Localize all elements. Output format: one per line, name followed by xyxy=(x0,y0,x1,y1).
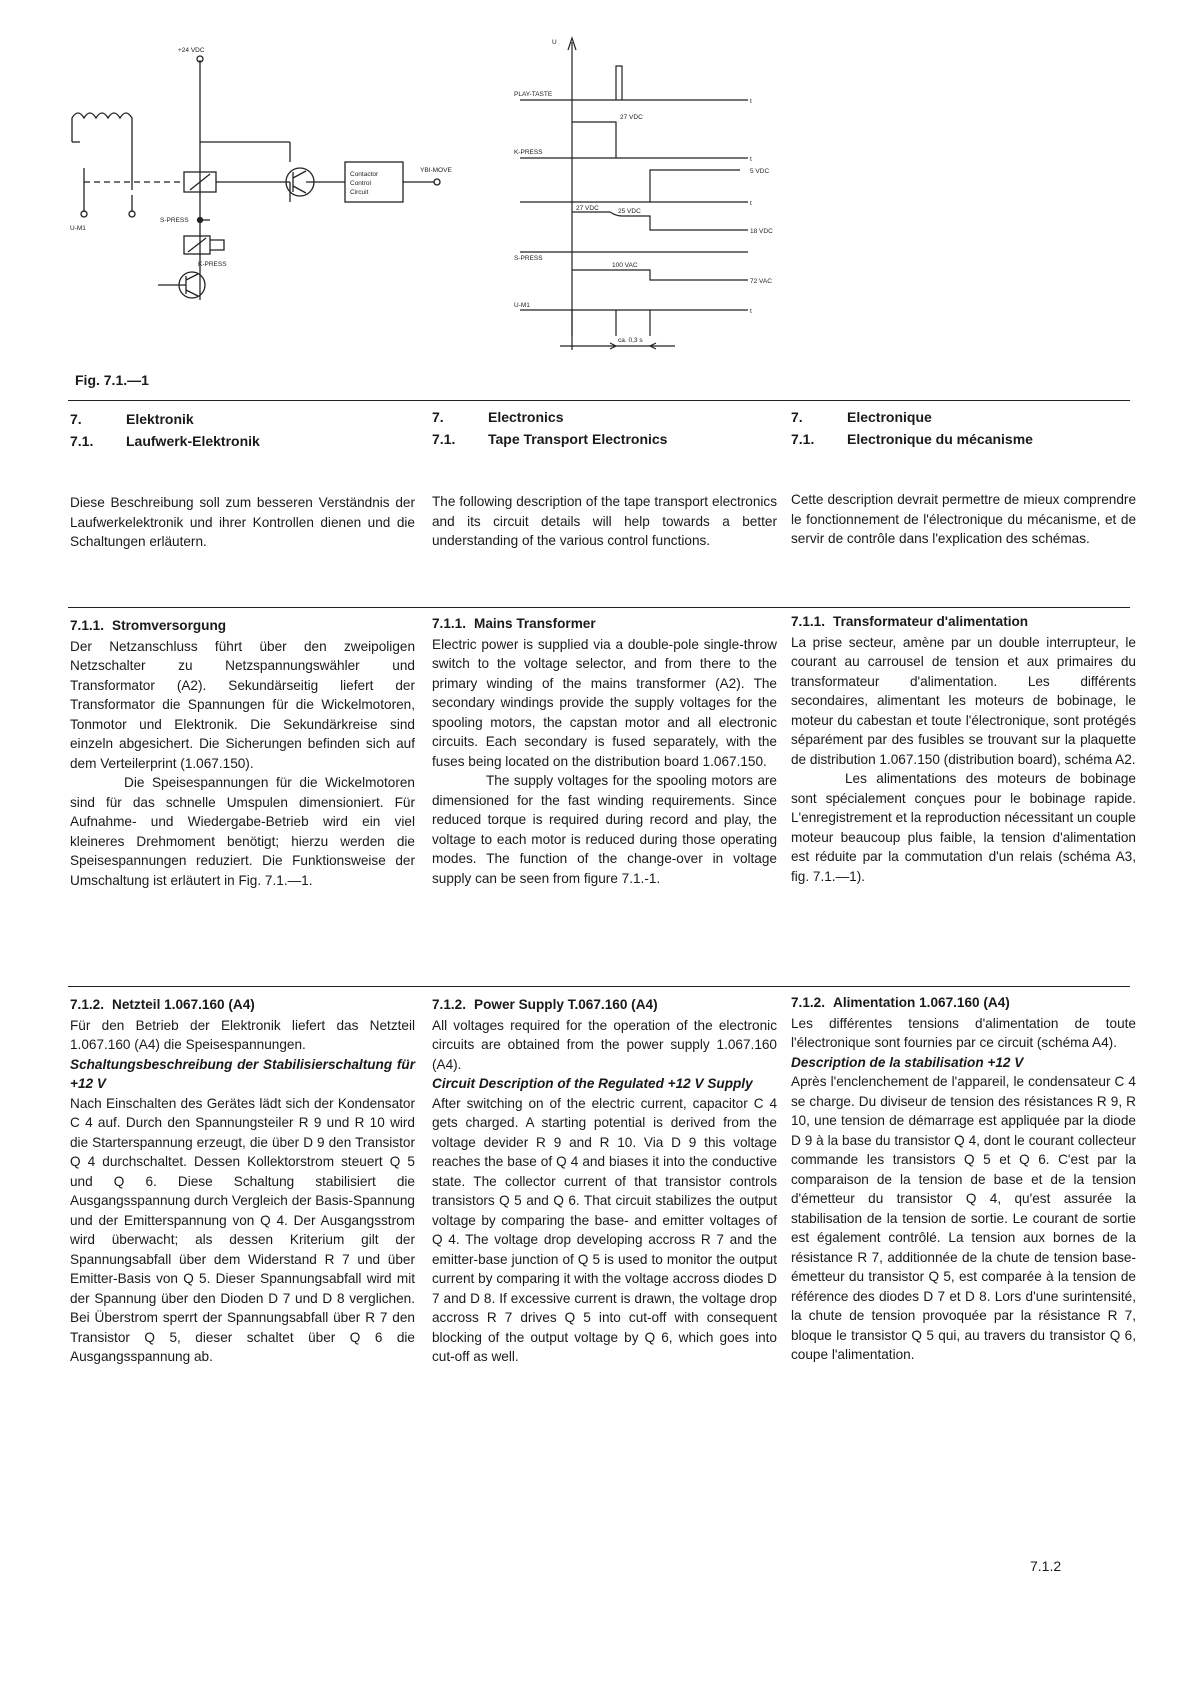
section-711-fr-title: 7.1.1. Transformateur d'alimentation xyxy=(791,614,1029,629)
um1-label: U-M1 xyxy=(514,302,530,309)
intro-fr: Cette description devrait permettre de mieux comprendre le fonctionnement de l'électronique du mécanisme, et de servir de contrôle dans l'explication des schémas. xyxy=(791,492,1136,546)
t-label-2: t xyxy=(750,156,752,163)
section-711-en-title: 7.1.1. Mains Transformer xyxy=(432,616,596,631)
relay-schematic xyxy=(60,30,480,300)
k-press-label: K-PRESS xyxy=(514,149,543,156)
divider-712 xyxy=(68,986,1130,987)
contactor-label-3: Circuit xyxy=(350,189,369,196)
figure-caption: Fig. 7.1.—1 xyxy=(75,372,149,388)
v5-label: 5 VDC xyxy=(750,168,770,175)
v18-label: 18 VDC xyxy=(750,228,773,235)
delay-label: ca. 0,3 s xyxy=(618,337,643,344)
v27b-label: 27 VDC xyxy=(576,205,599,212)
divider-711 xyxy=(68,607,1130,608)
section-711-en: 7.1.1. Mains Transformer Electric power is supplied via a double-pole single-throw switch to the voltage selector, and from there to the primary winding of the mains transformer (A2). The secondary windings provide the supply voltages for the spooling motors, the capstan motor and all electronic circuits. Each secondary is fused separately, with the fuses being located on the distribution board 1.067.150. The supply voltages for the spooling motors are dimensioned for the fast winding requirements. Since reduced torque is required during record and play, the voltage to each motor is reduced during those operating modes. The function of the change-over in voltage supply can be seen from figure 7.1.-1. xyxy=(432,616,777,886)
section-712-en: 7.1.2. Power Supply T.067.160 (A4) All voltages required for the operation of the electronic circuits are obtained from the power supply 1.067.160 (A4). Circuit Description of the Regulated +12 V Supply After switching on of the electric current, capacitor C 4 gets charged. A starting potential is derived from the voltage devider R 9 and R 10. Via D 9 this voltage reaches the base of Q 4 and biases it into the conductive state. The collector current of that transistor controls transistors Q 5 and Q 6. That circuit stabilizes the output voltage by comparing the base- and emitter voltages of Q 4. The voltage drop developing accross R 7 and the emitter-base junction of Q 5 is used to monitor the output current by comparing it with the voltage accross diodes D 7 and D 8. If excessive current is drawn, the voltage drop accross R 7 drives Q 5 into cut-off with consequent blocking of the output voltage by Q 6, which goes into cut-off as well. xyxy=(432,997,777,1364)
k-press-label: K-PRESS xyxy=(198,261,227,268)
play-taste-label: PLAY-TASTE xyxy=(514,91,553,98)
v100-label: 100 VAC xyxy=(612,262,638,269)
section-712-de: 7.1.2. Netzteil 1.067.160 (A4) Für den Betrieb der Elektronik liefert das Netzteil 1.067.160 (A4) die Speisespannungen. Schaltungsbeschreibung der Stabilisierschaltung für +12 V Nach Einschalten des Gerätes lädt sich der Kondensator C 4 auf. Durch den Spannungsteiler R 9 und R 10 wird die Starterspannung erzeugt, die über D 9 den Transistor Q 4 durchschaltet. Dessen Kollektorstrom steuert Q 5 und Q 6. Diese Schaltung stabilisiert die Ausgangsspannung durch Vergleich der Basis-Spannung und der Emitterspannung von Q 4. Der Ausgangsstrom wird überwacht; als dessen Kriterium gilt der Spannungsabfall über dem Widerstand R 7 und über Emitter-Basis von Q 5. Dieser Spannungsabfall wird mit der Spannung über den Dioden D 7 und D 8 verglichen. Bei Überstrom sperrt der Spannungsabfall über R 7 den Transistor Q 5, dieser schaltet über Q 6 die Ausgangsspannung ab. xyxy=(70,997,415,1364)
um1-label: U-M1 xyxy=(70,225,86,232)
intro-de: Diese Beschreibung soll zum besseren Verständnis der Laufwerkelektronik und ihrer Kontrollen dienen und die Schaltungen erläutern. xyxy=(70,495,415,549)
section-712-de-title: 7.1.2. Netzteil 1.067.160 (A4) xyxy=(70,997,255,1012)
t-label-3: t xyxy=(750,200,752,207)
supply-label: +24 VDC xyxy=(178,47,205,54)
s-press-label: S-PRESS xyxy=(514,255,543,262)
contactor-label-1: Contactor xyxy=(350,171,379,178)
header-fr: 7. Electronique 7.1. Electronique du mécanisme xyxy=(791,409,1033,447)
intro-en: The following description of the tape transport electronics and its circuit details will help towards a better understanding of the various control functions. xyxy=(432,494,777,548)
section-712-fr-title: 7.1.2. Alimentation 1.067.160 (A4) xyxy=(791,995,1010,1010)
section-712-en-title: 7.1.2. Power Supply T.067.160 (A4) xyxy=(432,997,658,1012)
section-711-de: 7.1.1. Stromversorgung Der Netzanschluss führt über den zweipoligen Netzschalter zu Netzspannungswähler und Transformator (A2). Sekundärseitig liefert der Transformator die Spannungen für die Wickelmotoren, Tonmotor und Elektronik. Die Sekundärkreise sind einzeln abgesichert. Die Sicherungen befinden sich auf dem Verteilerprint (1.067.150). Die Speisespannungen für die Wickelmotoren sind für das schnelle Umspulen dimensioniert. Für Aufnahme- und Wiedergabe-Betrieb wird ein viel kleineres Drehmoment benötigt; hierzu werden die Speisespannungen reduziert. Die Funktionsweise der Umschaltung ist erläutert in Fig. 7.1.—1. xyxy=(70,618,415,888)
timing-diagram xyxy=(500,30,800,370)
header-en: 7. Electronics 7.1. Tape Transport Electronics xyxy=(432,409,668,447)
contactor-label-2: Control xyxy=(350,180,371,187)
v25-label: 25 VDC xyxy=(618,208,641,215)
header-de: 7. Elektronik 7.1. Laufwerk-Elektronik xyxy=(70,411,260,449)
t-label-1: t xyxy=(750,98,752,105)
section-712-fr: 7.1.2. Alimentation 1.067.160 (A4) Les différentes tensions d'alimentation de toute l'électronique sont fournies par ce circuit (schéma A4). Description de la stabilisation +12 V Après l'enclenchement de l'appareil, le condensateur C 4 se charge. Du diviseur de tension des résistances R 9, R 10, une tension de démarrage est appliquée par la diode D 9 à la base du transistor Q 4, dont le courant collecteur commande les transistors Q 5 et Q 6. C'est par la comparaison de la tension de base et de la tension d'émetteur du transistor Q 4, qu'est assurée la stabilisation de la tension de sortie. Le courant de sortie est également contrôlé. La tension aux bornes de la résistance R 7, additionnée de la chute de tension base-émetteur du transistor Q 5, est comparée à la tension de référence des diodes D 7 et D 8. Lors d'une surintensité, la chute de tension provoquée par la résistance R 7, bloque le transistor Q 5 qui, au travers du transistor Q 6, coupe l'alimentation. xyxy=(791,995,1136,1362)
t-label-4: t xyxy=(750,308,752,315)
section-711-fr: 7.1.1. Transformateur d'alimentation La prise secteur, amène par un double interrupteur, le courant au carrousel de tension et aux primaires du transformateur d'alimentation. Les différents secondaires, alimentant les moteurs de bobinage, le moteur du cabestan et toute l'électronique, sont protégés séparément par des fusibles se trouvant sur la plaquette de distribution 1.067.150 (distribution board), schéma A2. Les alimentations des moteurs de bobinage sont spécialement conçues pour le bobinage rapide. L'enregistrement et la reproduction nécessitant un couple moteur beaucoup plus faible, la tension d'alimentation est réduite par la commutation d'un relais (schéma A3, fig. 7.1.—1). xyxy=(791,614,1136,884)
divider-top xyxy=(68,400,1130,401)
section-711-de-title: 7.1.1. Stromversorgung xyxy=(70,618,227,633)
v27a-label: 27 VDC xyxy=(620,114,643,121)
u-axis-label: U xyxy=(552,39,557,46)
ybi-move-label: YBI-MOVE xyxy=(420,167,452,174)
s-press-label: S-PRESS xyxy=(160,217,189,224)
page-number: 7.1.2 xyxy=(1030,1558,1062,1574)
v72-label: 72 VAC xyxy=(750,278,772,285)
